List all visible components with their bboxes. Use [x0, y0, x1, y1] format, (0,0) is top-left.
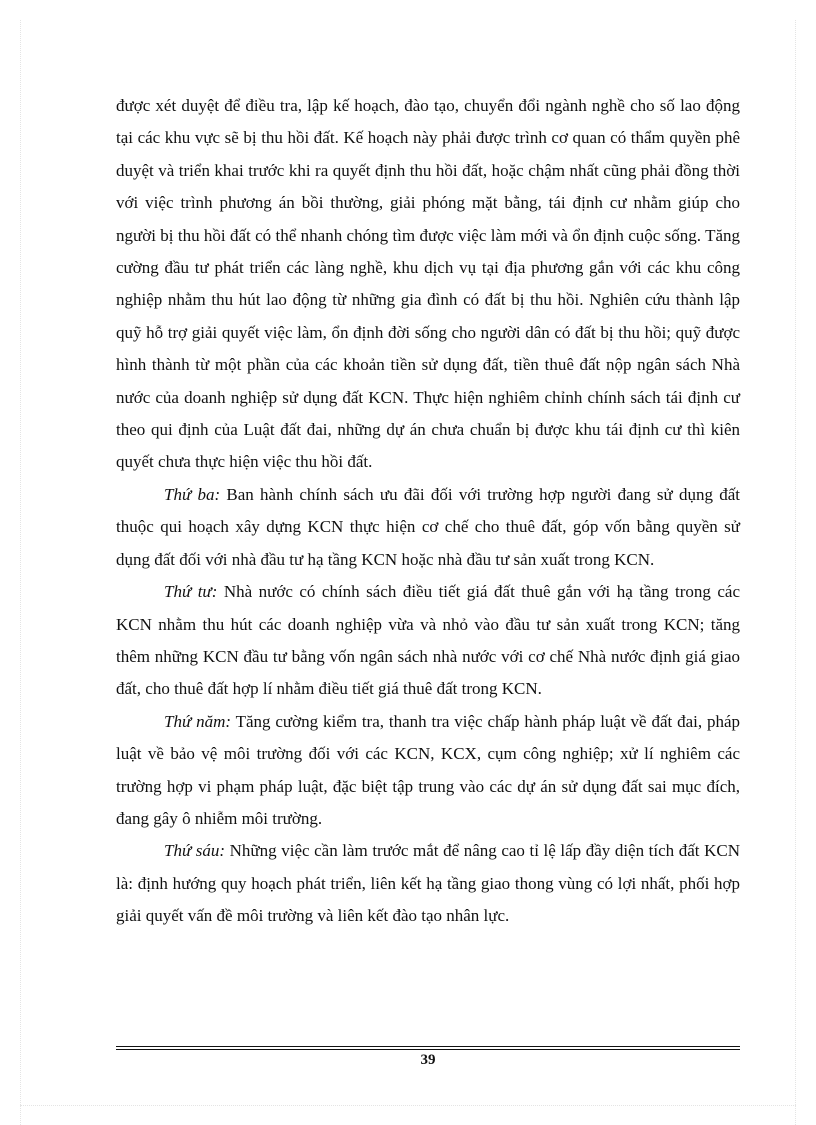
- paragraph-lead: Thứ tư:: [164, 582, 218, 602]
- paragraph-lead: Thứ sáu:: [164, 841, 226, 861]
- paragraph-text: được xét duyệt để điều tra, lập kế hoạch, đào tạo, chuyển đổi ngành nghề cho số lao động tại các khu vực sẽ bị thu hồi đất. Kế hoạch này phải được trình cơ quan có thẩm quyền phê duyệt và triển khai trước khi ra quyết định thu hồi đất, hoặc chậm nhất cũng phải đồng thời với việc trình phương án bồi thường, giải phóng mặt bằng, tái định cư nhằm giúp cho người bị thu hồi đất có thể nhanh chóng tìm được việc làm mới và ổn định cuộc sống. Tăng cường đầu tư phát triển các làng nghề, khu dịch vụ tại địa phương gắn với các khu công nghiệp nhằm thu hút lao động từ những gia đình có đất bị thu hồi. Nghiên cứu thành lập quỹ hỗ trợ giải quyết việc làm, ổn định đời sống cho người dân có đất bị thu hồi; quỹ được hình thành từ một phần của các khoản tiền sử dụng đất, tiền thuê đất nộp ngân sách Nhà nước của doanh nghiệp sử dụng đất KCN. Thực hiện nghiêm chỉnh chính sách tái định cư theo qui định của Luật đất đai, những dự án chưa chuẩn bị được khu tái định cư thì kiên quyết chưa thực hiện việc thu hồi đất.: [116, 96, 740, 472]
- paragraph-thu-ba: [116, 479, 740, 576]
- footer-divider: [116, 1046, 740, 1050]
- paragraph-lead: Thứ năm:: [164, 711, 232, 731]
- paragraph-text: Nhà nước có chính sách điều tiết giá đất thuê gắn với hạ tầng trong các KCN nhằm thu hút các doanh nghiệp vừa và nhỏ vào đầu tư sản xuất trong KCN; tăng thêm những KCN đầu tư bằng vốn ngân sách nhà nước với cơ chế Nhà nước định giá giao đất, cho thuê đất hợp lí nhằm điều tiết giá thuê đất trong KCN.: [116, 582, 740, 699]
- paragraph-thu-sau: [116, 835, 740, 932]
- bottom-dotted-border: [20, 1105, 796, 1106]
- paragraph-text: Tăng cường kiểm tra, thanh tra việc chấp hành pháp luật về đất đai, pháp luật về bảo vệ môi trường đối với các KCN, KCX, cụm công nghiệp; xử lí nghiêm các trường hợp vi phạm pháp luật, đặc biệt tập trung vào các dự án sử dụng đất sai mục đích, đang gây ô nhiễm môi trường.: [116, 711, 740, 828]
- paragraph-lead: Thứ ba:: [164, 484, 221, 504]
- paragraph-thu-nam: [116, 706, 740, 836]
- page-number: 39: [420, 1052, 436, 1068]
- paragraph-thu-tu: [116, 576, 740, 706]
- paragraph-continuation: [116, 90, 740, 479]
- document-body: [116, 90, 740, 933]
- paragraph-text: Ban hành chính sách ưu đãi đối với trường hợp người đang sử dụng đất thuộc qui hoạch xây dựng KCN thực hiện cơ chế cho thuê đất, góp vốn bằng quyền sử dụng đất đối với nhà đầu tư hạ tầng KCN hoặc nhà đầu tư sản xuất trong KCN.: [116, 484, 740, 569]
- paragraph-text: Những việc cần làm trước mắt để nâng cao tỉ lệ lấp đầy diện tích đất KCN là: định hướng quy hoạch phát triển, liên kết hạ tầng giao thong vùng có lợi nhất, phối hợp giải quyết vấn đề môi trường và liên kết đào tạo nhân lực.: [116, 841, 740, 926]
